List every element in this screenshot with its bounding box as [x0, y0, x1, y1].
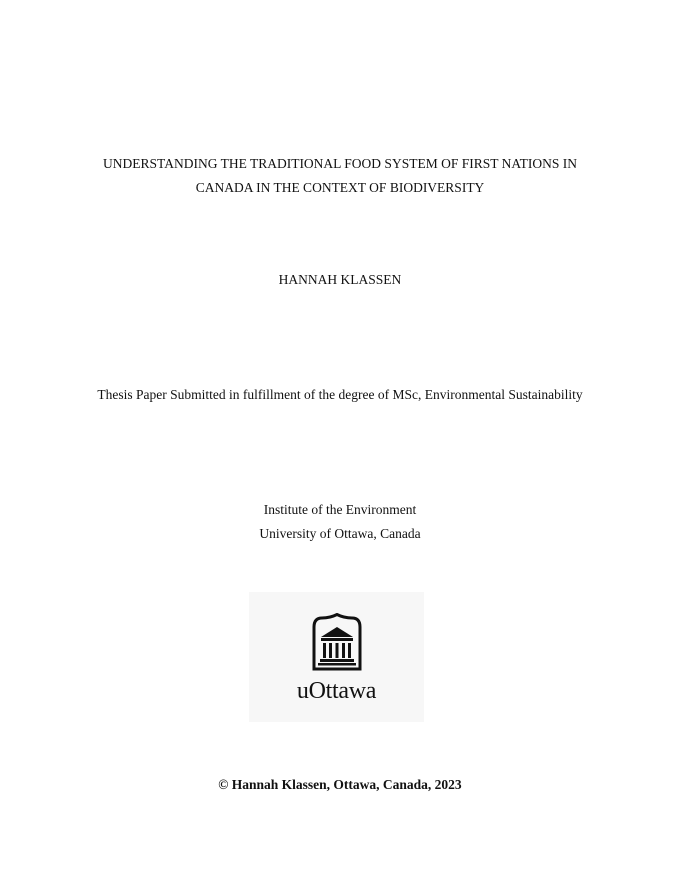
thesis-title-line-1: UNDERSTANDING THE TRADITIONAL FOOD SYSTEM OF FIRST NATIONS IN [103, 156, 577, 171]
university-building-icon [312, 613, 362, 671]
uottawa-logo [249, 592, 424, 722]
institution-block [0, 498, 680, 546]
institute-name: Institute of the Environment [263, 502, 417, 517]
uottawa-wordmark: uOttawa [296, 678, 377, 704]
degree-statement: Thesis Paper Submitted in fulfillment of the degree of MSc, Environmental Sustainability [97, 387, 583, 402]
university-name: University of Ottawa, Canada [259, 526, 421, 541]
thesis-title [0, 152, 680, 200]
copyright-notice: © Hannah Klassen, Ottawa, Canada, 2023 [218, 777, 462, 792]
author-name: HANNAH KLASSEN [278, 272, 402, 287]
thesis-title-line-2: CANADA IN THE CONTEXT OF BIODIVERSITY [195, 180, 485, 195]
